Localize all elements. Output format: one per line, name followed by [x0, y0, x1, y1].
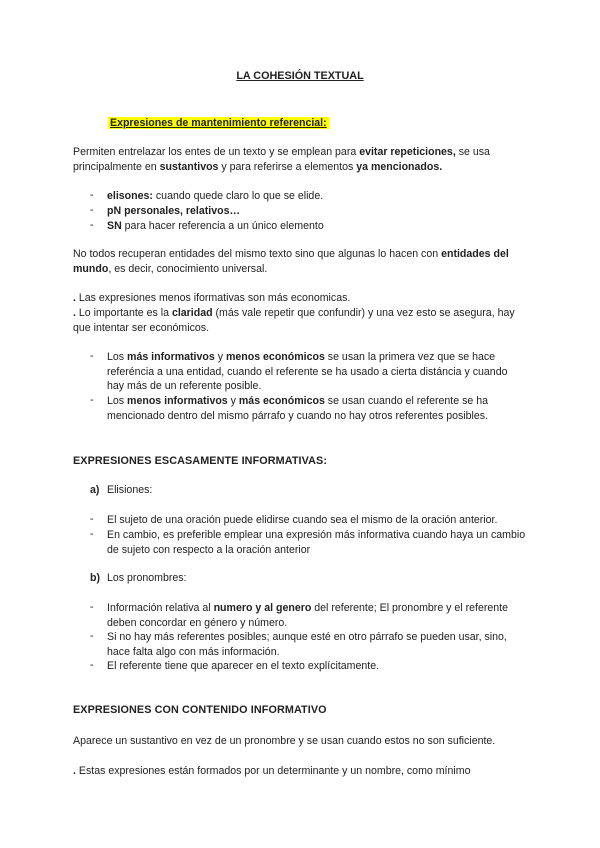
text-run: para hacer referencia a un único elemento	[121, 220, 324, 232]
bold-text: ya mencionados.	[356, 160, 443, 173]
text-run: El referente tiene que aparecer en el texto explícitamente.	[107, 660, 380, 672]
text-run: del referente; El pronombre y el referente deben concordar en género y número.	[107, 602, 508, 629]
bold-text: menos económicos	[225, 351, 325, 363]
text-run: El sujeto de una oración puede elidirse cuando sea el mismo de la oración anterior.	[107, 514, 498, 526]
list-bullet: -	[90, 204, 94, 216]
text-run: No todos recuperan entidades del mismo texto sino que algunas lo hacen con	[73, 248, 442, 260]
bold-text: elisones:	[107, 190, 153, 202]
item-label-a: a)	[90, 484, 100, 496]
bold-text: más informativos	[127, 351, 215, 363]
list-bullet: -	[90, 528, 94, 540]
text-run: (más vale repetir que confundir) y una vez esto se asegura, hay que intentar ser económicos.	[73, 307, 515, 334]
list-item	[107, 528, 527, 557]
text-run: Estas expresiones están formados por un determinante y un nombre, como mínimo	[78, 765, 471, 777]
bold-text: más económicos	[238, 395, 325, 407]
text-run: se usa principalmente en	[73, 146, 490, 173]
list-item	[107, 204, 527, 219]
section1-heading: Expresiones de mantenimiento referencial:	[110, 117, 327, 129]
document-title: LA COHESIÓN TEXTUAL	[236, 70, 364, 82]
bold-text: menos informativos	[127, 395, 228, 407]
item-label-b: b)	[90, 572, 100, 584]
list-bullet: -	[90, 630, 94, 642]
note-line	[73, 291, 523, 306]
bold-text: evitar repeticiones,	[359, 146, 456, 158]
section1-intro	[73, 145, 523, 174]
list-bullet: -	[90, 394, 94, 406]
bold-text: .	[73, 307, 79, 319]
note-line	[73, 306, 523, 335]
list-item	[107, 513, 527, 528]
list-item	[107, 350, 527, 394]
text-run: Los	[107, 351, 128, 363]
bold-text: .	[73, 292, 79, 304]
section1-paragraph	[73, 247, 523, 276]
list-bullet: -	[90, 350, 94, 362]
bold-text: SN	[107, 220, 122, 232]
text-run: Si no hay más referentes posibles; aunque esté en otro párrafo se pueden usar, sino, hace falta algo con más información.	[107, 631, 507, 658]
list-bullet: -	[90, 601, 94, 613]
text-run: y para referirse a elementos	[218, 160, 357, 173]
list-item	[107, 219, 527, 234]
text-run: , es decir, conocimiento universal.	[108, 262, 268, 275]
list-item	[107, 659, 527, 674]
text-run: Las expresiones menos iformativas son más economicas.	[78, 292, 351, 304]
bold-text: claridad	[171, 307, 213, 319]
text-run: se usan cuando el referente se ha mencionado dentro del mismo párrafo y cuando no hay otros referentes posibles.	[107, 395, 489, 422]
text-run: se usan la primera vez que se hace referéncia a una entidad, cuando el referente se ha usado a cierta distáncia y cuando hay más de un referente posible.	[107, 351, 508, 393]
list-item	[107, 394, 527, 423]
section3-heading: EXPRESIONES CON CONTENIDO INFORMATIVO	[73, 704, 327, 716]
text-run: Los	[107, 395, 128, 407]
bold-text: numero y al genero	[213, 602, 312, 614]
text-run: y	[214, 351, 226, 363]
bold-text: sustantivos	[159, 160, 219, 173]
list-item	[107, 601, 527, 630]
list-item	[107, 189, 527, 204]
text-run: cuando quede claro lo que se elide.	[152, 190, 324, 202]
text-run: Información relativa al	[107, 602, 214, 614]
bold-text: pN personales, relativos…	[107, 205, 241, 217]
section2-heading: EXPRESIONES ESCASAMENTE INFORMATIVAS:	[73, 455, 328, 467]
bold-text: entidades del mundo	[73, 248, 509, 275]
section3-paragraph: Aparece un sustantivo en vez de un pronombre y se usan cuando estos no son suficiente.	[73, 735, 496, 747]
list-bullet: -	[90, 513, 94, 525]
item-text-b: Los pronombres:	[107, 572, 187, 584]
list-item	[107, 630, 527, 659]
text-run: y	[227, 395, 239, 407]
text-run: Permiten entrelazar los entes de un texto y se emplean para	[73, 146, 360, 158]
note-line	[73, 764, 533, 779]
list-bullet: -	[90, 219, 94, 231]
text-run: En cambio, es preferible emplear una expresión más informativa cuando haya un cambio de sujeto con respecto a la oración anterior	[107, 529, 526, 556]
list-bullet: -	[90, 189, 94, 201]
text-run: Lo importante es la	[78, 307, 172, 319]
item-text-a: Elisiones:	[107, 484, 153, 496]
bold-text: .	[73, 765, 79, 777]
list-bullet: -	[90, 659, 94, 671]
